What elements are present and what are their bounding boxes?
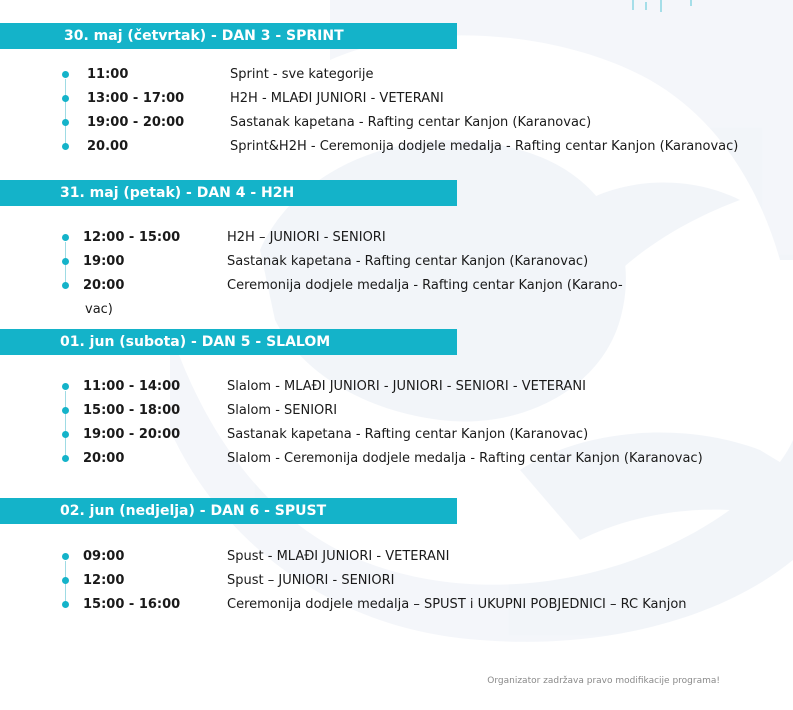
bullet-dot — [62, 119, 69, 126]
bullet-dot — [62, 258, 69, 265]
event-description: Sastanak kapetana - Rafting centar Kanjon (Karanovac) — [227, 254, 589, 269]
bullet-dot — [62, 455, 69, 462]
event-time: 12:00 — [83, 573, 125, 588]
event-time: 20:00 — [83, 278, 125, 293]
event-description: Sprint&H2H - Ceremonija dodjele medalja - Rafting centar Kanjon (Karanovac) — [230, 139, 739, 154]
event-description: Ceremonija dodjele medalja - Rafting centar Kanjon (Karano- — [227, 278, 623, 293]
bullet-dot — [62, 71, 69, 78]
event-row — [0, 274, 793, 298]
event-row — [0, 63, 793, 87]
event-description: H2H - MLAĐI JUNIORI - VETERANI — [230, 91, 444, 106]
event-row — [0, 545, 793, 569]
event-description: Sprint - sve kategorije — [230, 67, 374, 82]
event-row — [0, 423, 793, 447]
event-time: 19:00 - 20:00 — [87, 115, 185, 130]
event-row — [0, 135, 793, 159]
event-time: 15:00 - 18:00 — [83, 403, 181, 418]
event-description: Spust – JUNIORI - SENIORI — [227, 573, 395, 588]
event-description: H2H – JUNIORI - SENIORI — [227, 230, 386, 245]
footer-note: Organizator zadržava pravo modifikacije programa! — [487, 676, 720, 686]
event-time: 12:00 - 15:00 — [83, 230, 181, 245]
bullet-dot — [62, 234, 69, 241]
event-row — [0, 399, 793, 423]
event-description: Slalom - Ceremonija dodjele medalja - Rafting centar Kanjon (Karanovac) — [227, 451, 703, 466]
event-row — [0, 111, 793, 135]
bullet-dot — [62, 143, 69, 150]
day-header-2: 31. maj (petak) - DAN 4 - H2H — [0, 180, 457, 206]
event-time: 11:00 - 14:00 — [83, 379, 181, 394]
day-header-4: 02. jun (nedjelja) - DAN 6 - SPUST — [0, 498, 457, 524]
event-row — [0, 447, 793, 471]
bullet-dot — [62, 553, 69, 560]
event-time: 11:00 — [87, 67, 129, 82]
bullet-dot — [62, 431, 69, 438]
event-description: Ceremonija dodjele medalja – SPUST i UKUPNI POBJEDNICI – RC Kanjon — [227, 597, 687, 612]
event-time: 19:00 - 20:00 — [83, 427, 181, 442]
day-header-1: 30. maj (četvrtak) - DAN 3 - SPRINT — [0, 23, 457, 49]
event-description: Spust - MLAĐI JUNIORI - VETERANI — [227, 549, 450, 564]
event-time: 13:00 - 17:00 — [87, 91, 185, 106]
bullet-dot — [62, 383, 69, 390]
event-time: 09:00 — [83, 549, 125, 564]
bullet-dot — [62, 95, 69, 102]
event-time: 15:00 - 16:00 — [83, 597, 181, 612]
event-row — [0, 593, 793, 617]
bullet-dot — [62, 282, 69, 289]
day-header-3: 01. jun (subota) - DAN 5 - SLALOM — [0, 329, 457, 355]
event-row — [0, 87, 793, 111]
event-row — [0, 250, 793, 274]
bullet-dot — [62, 601, 69, 608]
event-row — [0, 226, 793, 250]
bullet-dot — [62, 577, 69, 584]
event-row — [0, 375, 793, 399]
event-time: 19:00 — [83, 254, 125, 269]
event-time: 20:00 — [83, 451, 125, 466]
event-description: Sastanak kapetana - Rafting centar Kanjon (Karanovac) — [227, 427, 589, 442]
event-description: Slalom - MLAĐI JUNIORI - JUNIORI - SENIORI - VETERANI — [227, 379, 586, 394]
event-time: 20.00 — [87, 139, 129, 154]
event-description-continuation: vac) — [85, 302, 113, 317]
event-description: Sastanak kapetana - Rafting centar Kanjon (Karanovac) — [230, 115, 592, 130]
event-description: Slalom - SENIORI — [227, 403, 338, 418]
bullet-dot — [62, 407, 69, 414]
event-row — [0, 569, 793, 593]
